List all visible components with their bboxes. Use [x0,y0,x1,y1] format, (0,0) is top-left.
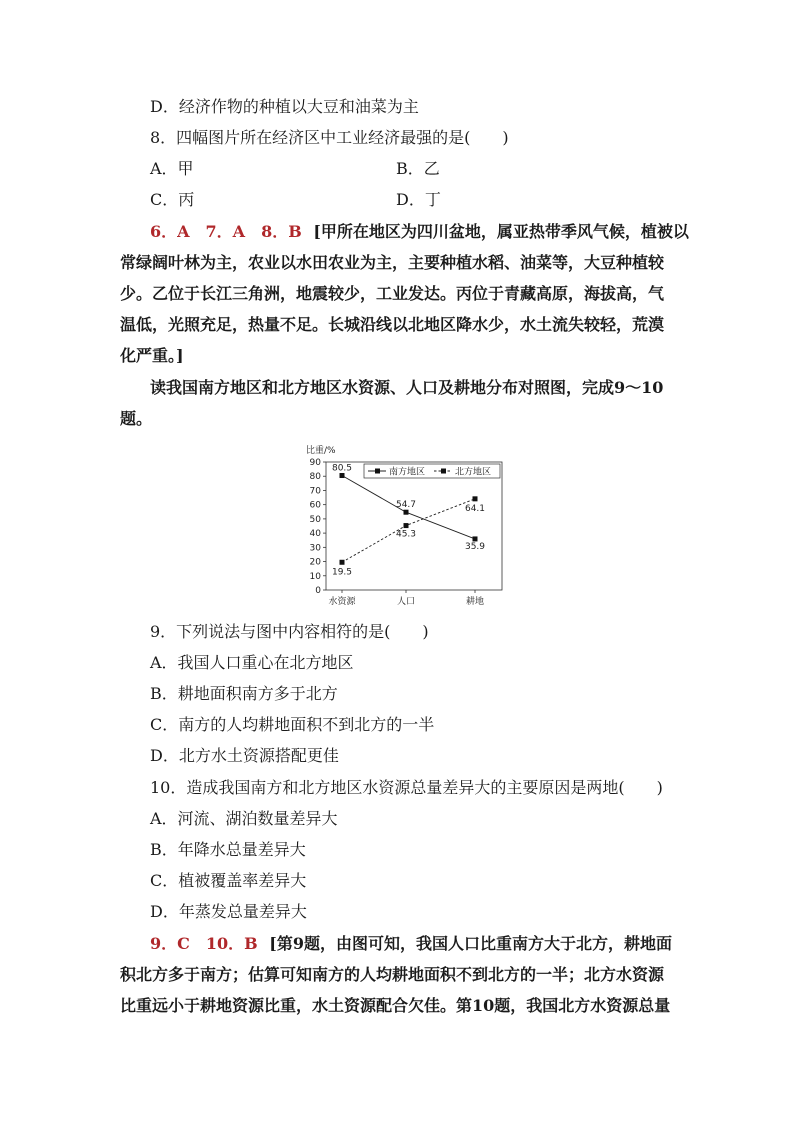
x-tick-label: 水资源 [328,597,356,607]
answer-6-8-line2: 常绿阔叶林为主，农业以水田农业为主，主要种植水稻、油菜等，大豆种植较 [120,253,665,272]
q9-option-d: D．北方水土资源搭配更佳 [150,746,339,765]
answer-9-10-text1: [第9题，由图可知，我国人口比重南方大于北方，耕地面 [269,934,672,953]
answer-9-10-line3: 比重远小于耕地资源比重，水土资源配合欠佳。第10题，我国北方水资源总量 [120,996,671,1015]
data-label: 35.9 [464,541,486,552]
data-point [473,496,478,501]
legend-label-north: 北方地区 [455,467,492,478]
q7-option-d: D．经济作物的种植以大豆和油菜为主 [150,97,419,116]
y-tick-label: 20 [309,557,321,568]
question-8: 8．四幅图片所在经济区中工业经济最强的是( ) [150,128,509,147]
data-label: 19.5 [331,567,353,578]
y-tick-label: 90 [309,458,321,468]
answer-6-8-line5: 化严重。] [120,346,184,365]
question-10: 10．造成我国南方和北方地区水资源总量差异大的主要原因是两地( ) [150,778,663,797]
line-chart [300,442,510,610]
x-tick-label: 耕地 [465,597,485,607]
q8-option-a: A．甲 [150,159,194,178]
x-tick-label: 人口 [396,597,416,607]
answer-6-8-line3: 少。乙位于长江三角洲，地震较少，工业发达。丙位于青藏高原，海拔高，气 [120,284,665,303]
q10-option-d: D．年蒸发总量差异大 [150,902,307,921]
answer-9-10-line2: 积北方多于南方；估算可知南方的人均耕地面积不到北方的一半；北方水资源 [120,965,665,984]
y-tick-label: 0 [315,586,321,596]
answer-9-10-key: 9．C 10．B [150,934,258,953]
y-tick-label: 70 [309,486,321,497]
q9-option-a: A．我国人口重心在北方地区 [150,653,354,672]
intro-line2: 题。 [120,409,153,428]
q9-option-b: B．耕地面积南方多于北方 [150,684,338,703]
data-label: 45.3 [395,529,417,540]
answer-9-10-line1 [150,934,672,954]
data-label: 64.1 [464,503,486,514]
answer-6-8-text1: [甲所在地区为四川盆地，属亚热带季风气候，植被以 [313,222,689,241]
data-point [473,536,478,541]
y-tick-label: 60 [309,500,321,511]
chart-svg [300,442,510,610]
data-point [340,473,345,478]
q8-option-c: C．丙 [150,190,195,209]
q10-option-c: C．植被覆盖率差异大 [150,871,307,890]
data-point [404,510,409,515]
y-tick-label: 40 [309,529,321,540]
data-label: 54.7 [395,500,417,511]
legend-label-south: 南方地区 [389,467,426,478]
answer-6-8-line1 [150,222,689,242]
y-tick-label: 10 [309,571,321,582]
y-tick-label: 50 [309,514,321,525]
q10-option-a: A．河流、湖泊数量差异大 [150,809,338,828]
q9-option-c: C．南方的人均耕地面积不到北方的一半 [150,715,435,734]
data-label: 80.5 [331,463,353,474]
intro-line1: 读我国南方地区和北方地区水资源、人口及耕地分布对照图，完成9～10 [150,378,664,397]
legend-marker-south [375,469,380,474]
answer-6-8-line4: 温低，光照充足，热量不足。长城沿线以北地区降水少，水土流失较轻，荒漠 [120,315,665,334]
y-tick-label: 30 [309,543,321,554]
answer-6-8-key: 6．A 7．A 8．B [150,222,302,241]
legend-marker-north [441,469,446,474]
y-tick-label: 80 [309,472,321,483]
y-axis-title: 比重/% [306,446,336,456]
question-9: 9．下列说法与图中内容相符的是( ) [150,622,429,641]
data-point [340,560,345,565]
q8-option-d: D．丁 [396,190,441,209]
q8-option-b: B．乙 [396,159,440,178]
data-point [404,523,409,528]
q10-option-b: B．年降水总量差异大 [150,840,306,859]
